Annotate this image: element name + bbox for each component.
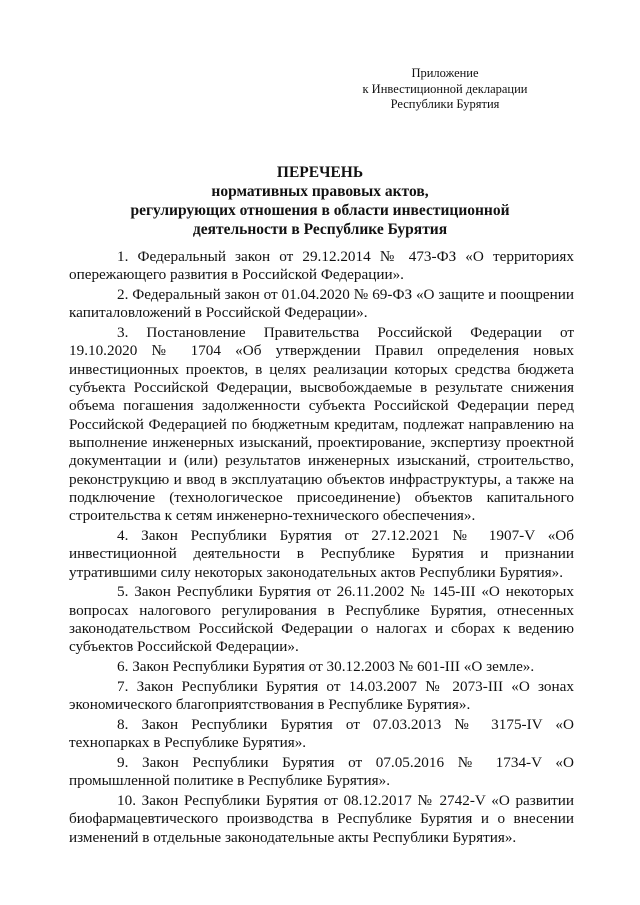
appendix-note	[340, 66, 550, 113]
list-item: 5. Закон Республики Бурятия от 26.11.2002 № 145-III «О некоторых вопросах налогового регулирования в Республике Бурятия, отнесенных законодательством Российской Федерации о налогах и сборах к ведению субъектов Российской Федерации».	[69, 583, 574, 656]
list-item: 1. Федеральный закон от 29.12.2014 № 473-ФЗ «О территориях опережающего развития в Российской Федерации».	[69, 248, 574, 284]
title-line-2: регулирующих отношения в области инвестиционной	[130, 202, 510, 219]
list-item: 6. Закон Республики Бурятия от 30.12.2003 № 601-III «О земле».	[117, 658, 535, 676]
list-item: 9. Закон Республики Бурятия от 07.05.2016 № 1734-V «О промышленной политике в Республике Бурятия».	[69, 754, 574, 790]
list-item: 3. Постановление Правительства Российской Федерации от 19.10.2020 № 1704 «Об утверждении Правил определения новых инвестиционных проектов, в целях реализации которых средства бюджета субъекта Российской Федерации, высвобождаемые в результате снижения объема погашения задолженности субъекта Российской Федерации перед Российской Федерацией по бюджетным кредитам, подлежат направлению на выполнение инженерных изысканий, проектирование, экспертизу проектной документации и (или) результатов инженерных изысканий, строительство, реконструкцию и ввод в эксплуатацию объектов инфраструктуры, а также на подключение (технологическое присоединение) объектов капитального строительства к сетям инженерно-технического обеспечения».	[69, 324, 574, 525]
acts-list	[69, 248, 574, 847]
appendix-line-2: к Инвестиционной декларации	[362, 81, 528, 96]
list-item: 8. Закон Республики Бурятия от 07.03.2013 № 3175-IV «О технопарках в Республике Бурятия».	[69, 715, 574, 752]
title-heading: ПЕРЕЧЕНЬ	[276, 164, 364, 181]
document-title	[60, 163, 580, 239]
appendix-line-3: Республики Бурятия	[390, 97, 500, 111]
title-line-3: деятельности в Республике Бурятия	[192, 221, 448, 238]
list-item: 2. Федеральный закон от 01.04.2020 № 69-ФЗ «О защите и поощрении капиталовложений в Российской Федерации».	[69, 286, 574, 322]
title-line-1: нормативных правовых актов,	[211, 183, 429, 200]
appendix-line-1: Приложение	[411, 66, 479, 80]
list-item: 7. Закон Республики Бурятия от 14.03.2007 № 2073-III «О зонах экономического благоприятствования в Республике Бурятия».	[69, 677, 574, 714]
list-item: 10. Закон Республики Бурятия от 08.12.2017 № 2742-V «О развитии биофармацевтического производства в Республике Бурятия и о внесении изменений в отдельные законодательные акты Республики Бурятия».	[69, 792, 574, 846]
list-item: 4. Закон Республики Бурятия от 27.12.2021 № 1907-V «Об инвестиционной деятельности в Республике Бурятия и признании утратившими силу некоторых законодательных актов Республики Бурятия».	[69, 526, 574, 581]
